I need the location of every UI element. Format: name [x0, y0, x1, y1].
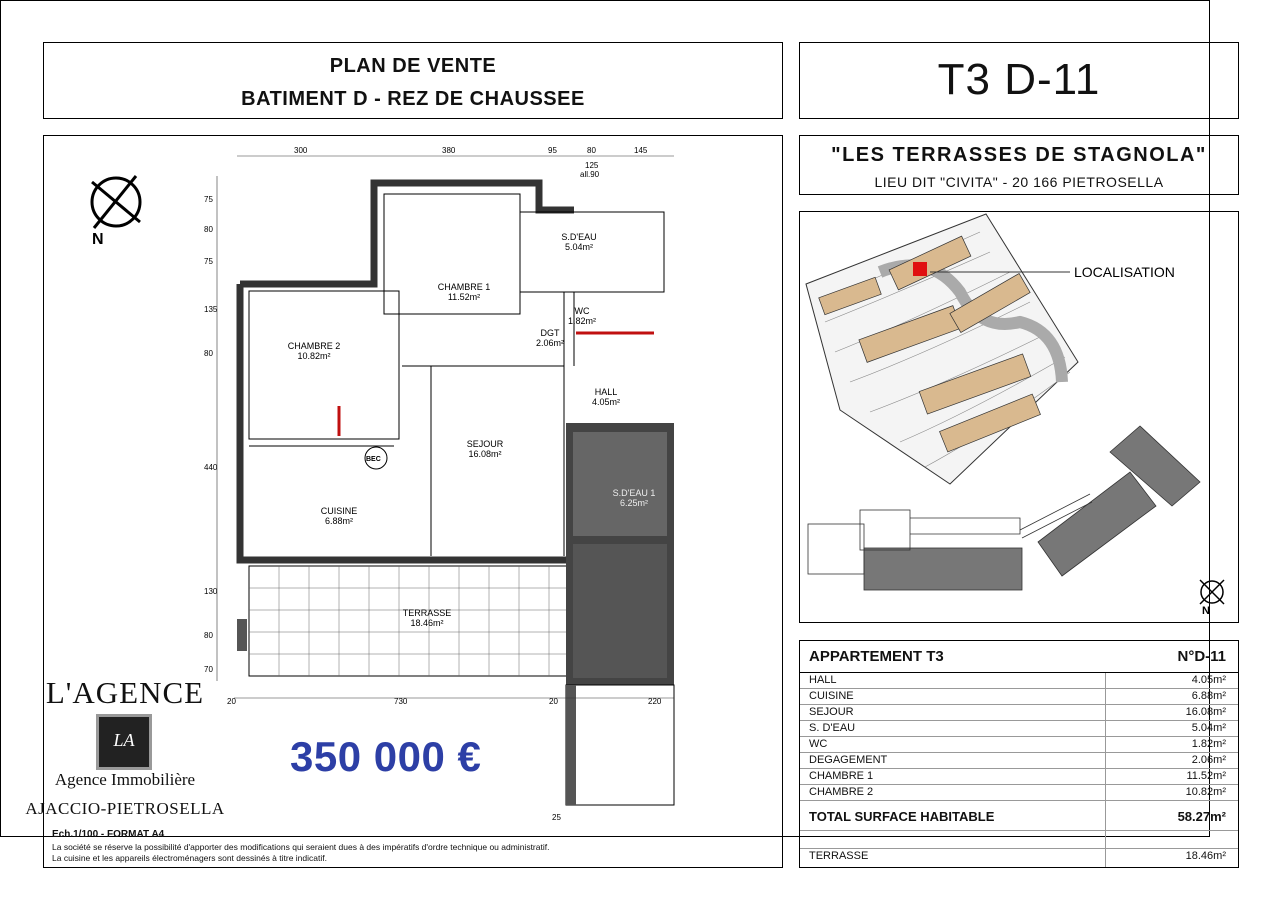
title-block — [43, 42, 783, 119]
project-block — [799, 135, 1239, 195]
row-value: 11.52m² — [1186, 770, 1226, 782]
site-north-label: N — [1202, 605, 1210, 617]
dim-sub-1: 125 — [585, 161, 599, 170]
red-markers — [339, 333, 654, 436]
plan-title: PLAN DE VENTE — [329, 55, 497, 77]
room-dgt-name: DGT — [540, 328, 560, 338]
dim-left-2: 80 — [204, 225, 213, 234]
table-spacer-row — [800, 831, 1238, 849]
dim-top-5: 145 — [634, 146, 648, 155]
row-value: 1.82m² — [1191, 738, 1226, 750]
room-sdeau-name: S.D'EAU — [561, 232, 597, 242]
room-terrasse-name: TERRASSE — [402, 608, 452, 618]
dim-left-5: 80 — [204, 349, 213, 358]
row-label: CHAMBRE 2 — [809, 786, 874, 798]
room-chambre2-name: CHAMBRE 2 — [287, 341, 341, 351]
dim-sub-2: all.90 — [580, 170, 600, 179]
dim-left-3: 75 — [204, 257, 213, 266]
total-label: TOTAL SURFACE HABITABLE — [809, 809, 995, 824]
table-row — [800, 769, 1238, 785]
apartment-reference: T3 D-11 — [937, 55, 1101, 104]
project-location: LIEU DIT "CIVITA" - 20 166 PIETROSELLA — [874, 174, 1164, 190]
table-row — [800, 753, 1238, 769]
localisation-marker — [913, 262, 927, 276]
room-chambre2-area: 10.82m² — [297, 351, 331, 361]
table-row — [800, 705, 1238, 721]
dim-left-8: 80 — [204, 631, 213, 640]
dim-top-2: 380 — [442, 146, 456, 155]
dim-left-7: 130 — [204, 587, 218, 596]
project-name: "LES TERRASSES DE STAGNOLA" — [831, 144, 1207, 166]
plan-north-label: N — [92, 231, 104, 248]
apartment-walls — [240, 183, 574, 560]
room-sejour-name: SEJOUR — [466, 439, 504, 449]
bec-fixture — [365, 447, 387, 469]
room-sejour-area: 16.08m² — [468, 449, 502, 459]
room-cuisine-name: CUISINE — [320, 506, 358, 516]
dim-top-4: 80 — [587, 146, 596, 155]
dim-bottom-5: 25 — [552, 813, 561, 822]
agency-tagline: Agence Immobilière — [54, 770, 196, 789]
table-row — [800, 673, 1238, 689]
site-map-drawing — [800, 212, 1238, 622]
table-row — [800, 849, 1238, 867]
table-header — [800, 641, 1238, 673]
room-hall-name: HALL — [594, 387, 618, 397]
dim-left-9: 70 — [204, 665, 213, 674]
table-header-label: APPARTEMENT T3 — [809, 648, 944, 665]
row-label: SEJOUR — [809, 706, 854, 718]
room-sdeau1-name: S.D'EAU 1 — [612, 488, 656, 498]
site-map — [799, 211, 1239, 623]
room-cuisine-area: 6.88m² — [324, 516, 354, 526]
table-row — [800, 721, 1238, 737]
disclaimer: La société se réserve la possibilité d'apporter des modifications qui seraient dues à des impératifs d'ordre technique ou administratif. La cuisine et les appareils électroménagers sont dessinés à titre indicatif. — [52, 842, 550, 863]
row-label: HALL — [809, 674, 837, 686]
row-label: CHAMBRE 1 — [809, 770, 874, 782]
top-dimensions — [237, 146, 674, 179]
dim-bottom-4: 220 — [648, 697, 662, 706]
agency-name: L'AGENCE — [45, 675, 205, 710]
room-wc-name: WC — [574, 306, 590, 316]
row-label: WC — [809, 738, 828, 750]
adjacent-unit — [566, 423, 674, 805]
row-value: 10.82m² — [1185, 786, 1226, 798]
dim-bottom-2: 730 — [394, 697, 408, 706]
agency-logo-text: LA — [113, 730, 135, 750]
row-value: 6.88m² — [1191, 690, 1226, 702]
row-value: 2.06m² — [1191, 754, 1226, 766]
bec-label: BEC — [366, 456, 381, 463]
north-arrow — [92, 176, 140, 248]
room-terrasse-area: 18.46m² — [410, 618, 444, 628]
room-sdeau-area: 5.04m² — [564, 242, 594, 252]
row-value: 16.08m² — [1185, 706, 1226, 718]
room-wc-area: 1.82m² — [567, 316, 597, 326]
room-chambre1-area: 11.52m² — [447, 292, 481, 302]
terrace-area — [237, 566, 571, 676]
dim-bottom-1: 20 — [227, 697, 236, 706]
surface-table — [799, 640, 1239, 868]
row-label: CUISINE — [809, 690, 854, 702]
row-value: 5.04m² — [1191, 722, 1226, 734]
agency-logo — [96, 714, 152, 770]
table-header-value: N°D-11 — [1177, 648, 1226, 665]
plan-subtitle: BATIMENT D - REZ DE CHAUSSEE — [241, 88, 585, 110]
localisation-label: LOCALISATION — [1074, 264, 1175, 280]
row-label: DEGAGEMENT — [809, 754, 888, 766]
room-chambre1-name: CHAMBRE 1 — [437, 282, 491, 292]
agency-location: AJACCIO-PIETROSELLA — [25, 799, 225, 818]
total-value: 58.27m² — [1177, 809, 1226, 824]
dim-top-3: 95 — [548, 146, 557, 155]
row-label: TERRASSE — [809, 850, 869, 862]
room-sdeau1-area: 6.25m² — [619, 498, 649, 508]
table-row — [800, 689, 1238, 705]
dim-bottom-3: 20 — [549, 697, 558, 706]
table-row — [800, 737, 1238, 753]
row-value: 4.05m² — [1191, 674, 1226, 686]
left-dimensions — [204, 176, 218, 681]
table-total-row — [800, 801, 1238, 831]
dim-left-6: 440 — [204, 463, 218, 472]
dim-left-1: 75 — [204, 195, 213, 204]
site-north-arrow — [1200, 580, 1224, 617]
price: 350 000 € — [290, 733, 482, 780]
room-hall-area: 4.05m² — [591, 397, 621, 407]
reference-block — [799, 42, 1239, 119]
table-row — [800, 785, 1238, 801]
room-dgt-area: 2.06m² — [535, 338, 565, 348]
row-label: S. D'EAU — [809, 722, 856, 734]
scale-label: Ech.1/100 - FORMAT A4 — [52, 829, 165, 840]
dim-left-4: 135 — [204, 305, 218, 314]
row-value: 18.46m² — [1185, 850, 1226, 862]
dim-top-1: 300 — [294, 146, 308, 155]
